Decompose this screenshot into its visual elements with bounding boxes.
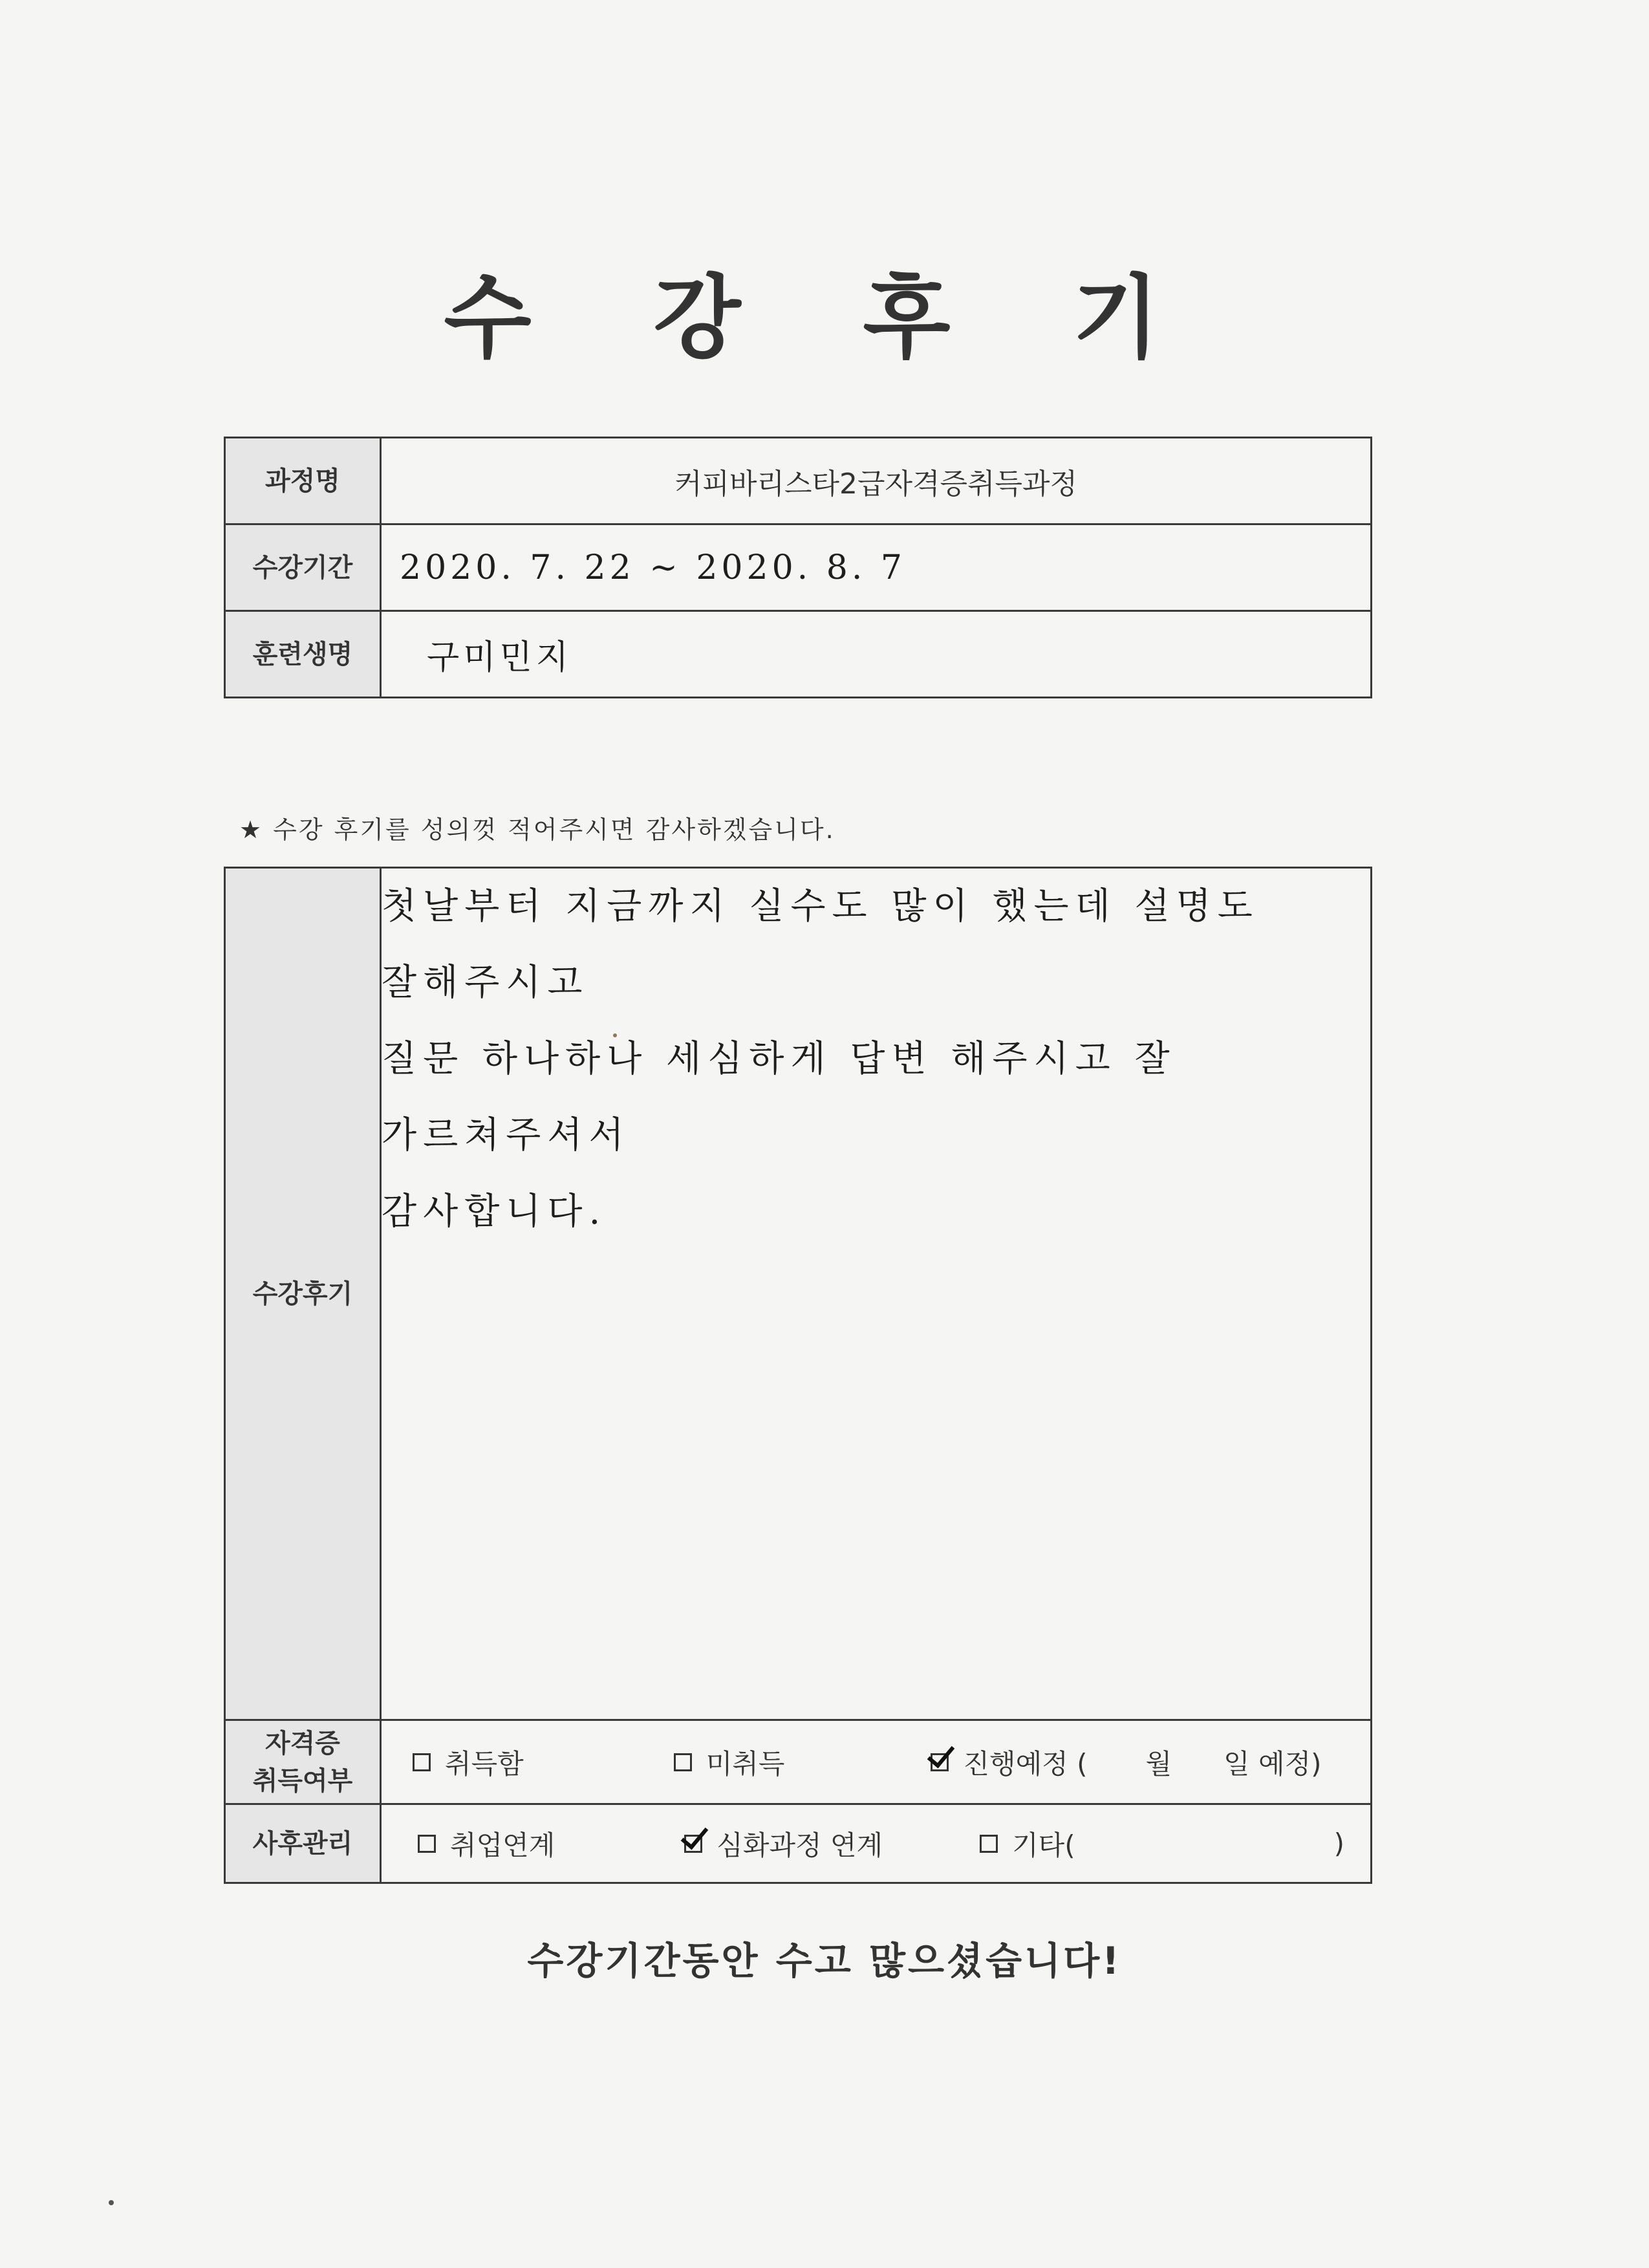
option-acquired[interactable] (413, 1743, 524, 1782)
certificate-row (225, 1720, 1372, 1804)
scan-speck (109, 2200, 114, 2205)
acquired-checkbox[interactable] (413, 1753, 431, 1771)
other-close: ) (1333, 1828, 1345, 1859)
not-acquired-label: 미취득 (706, 1747, 785, 1780)
option-other[interactable] (980, 1824, 1075, 1863)
option-in-progress[interactable] (931, 1743, 1087, 1782)
job-link-label: 취업연계 (450, 1829, 555, 1861)
advanced-course-label: 심화과정 연계 (717, 1829, 883, 1861)
course-name: 커피바리스타2급자격증취득과정 (381, 438, 1372, 524)
period-label: 수강기간 (225, 524, 381, 611)
job-link-checkbox[interactable] (418, 1835, 436, 1853)
in-progress-checkbox[interactable] (931, 1753, 949, 1771)
aftercare-options (381, 1804, 1372, 1883)
certificate-label (225, 1720, 381, 1804)
acquired-label: 취득함 (445, 1747, 524, 1780)
review-table (224, 867, 1372, 1884)
period-field[interactable]: 2020. 7. 22 ~ 2020. 8. 7 (381, 524, 1372, 611)
review-notice: ★ 수강 후기를 성의껏 적어주시면 감사하겠습니다. (239, 815, 835, 844)
option-not-acquired[interactable] (674, 1743, 785, 1782)
closing-message: 수강기간동안 수고 많으셨습니다! (527, 1939, 1122, 1983)
review-line-2: 질문 하나하나 세심하게 답변 해주시고 잘 가르쳐주셔서 (382, 1038, 1194, 1156)
other-label: 기타( (1012, 1829, 1075, 1861)
certificate-label-line2: 취득여부 (252, 1766, 353, 1796)
review-field[interactable] (381, 868, 1372, 1720)
trainee-name-field[interactable]: 구미민지 (381, 611, 1372, 698)
certificate-options (381, 1720, 1372, 1804)
month-word: 월 (1145, 1747, 1172, 1780)
review-line-1: 첫날부터 지금까지 실수도 많이 했는데 설명도 잘해주시고 (382, 885, 1277, 1004)
option-advanced-course[interactable] (684, 1824, 883, 1863)
not-acquired-checkbox[interactable] (674, 1753, 692, 1771)
option-job-link[interactable] (418, 1824, 555, 1863)
course-row (225, 438, 1372, 524)
review-label: 수강후기 (225, 868, 381, 1720)
period-row (225, 524, 1372, 611)
aftercare-label: 사후관리 (225, 1804, 381, 1883)
other-checkbox[interactable] (980, 1835, 998, 1853)
advanced-course-checkbox[interactable] (684, 1835, 702, 1853)
review-row (225, 868, 1372, 1720)
scan-speck (613, 1033, 617, 1037)
course-info-table (224, 437, 1372, 698)
aftercare-row (225, 1804, 1372, 1883)
trainee-label: 훈련생명 (225, 611, 381, 698)
review-line-3: 감사합니다. (382, 1191, 607, 1233)
trainee-row (225, 611, 1372, 698)
day-word: 일 예정) (1223, 1747, 1322, 1780)
course-label: 과정명 (225, 438, 381, 524)
page-title: 수 강 후 기 (444, 266, 1205, 371)
in-progress-label: 진행예정 ( (963, 1747, 1088, 1780)
certificate-label-line1: 자격증 (265, 1728, 340, 1758)
